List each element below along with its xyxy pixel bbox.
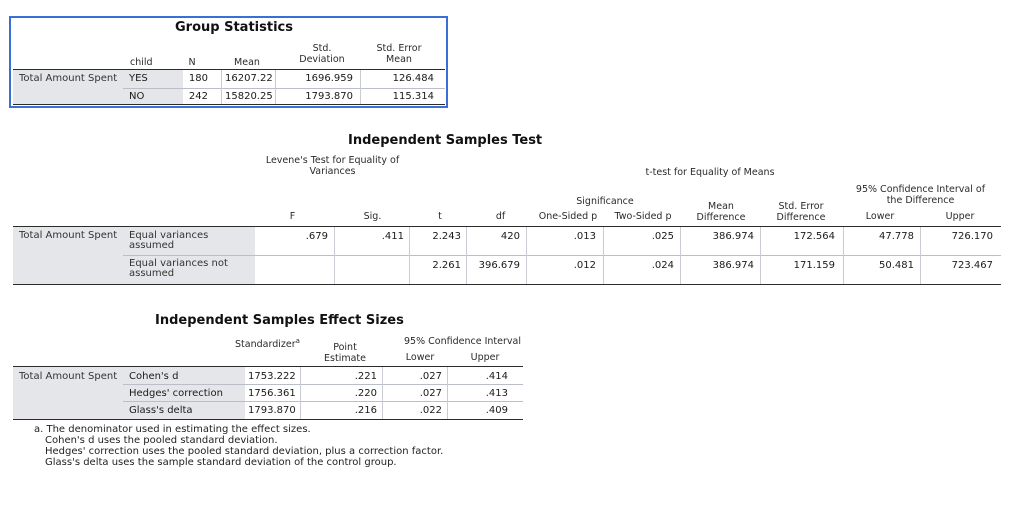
ist-col-lower: Lower	[865, 211, 895, 222]
ist-col-one-sided: One-Sided p	[538, 211, 598, 222]
es-header-standardizer: Standardizer$^a$	[235, 337, 300, 351]
es-header-upper: Upper	[470, 352, 500, 363]
ist-mean-diff-header: Mean Difference	[696, 201, 746, 223]
ist-col-f: F	[289, 211, 296, 222]
independent-samples-test-title: Independent Samples Test	[348, 133, 543, 148]
ist-col-df: df	[495, 211, 506, 222]
es-header-ci: 95% Confidence Interval	[404, 336, 521, 347]
gs-header-mean: Mean	[234, 57, 260, 68]
ist-col-t: t	[438, 211, 442, 222]
es-row-label: Total Amount Spent	[19, 371, 118, 382]
ist-levene-header: Levene's Test for Equality of Variances	[265, 155, 400, 177]
footnote-cohen: Cohen's d uses the pooled standard deviation.	[45, 435, 278, 446]
ist-ttest-header: t-test for Equality of Means	[645, 167, 775, 178]
footnote-glass: Glass's delta uses the sample standard deviation of the control group.	[45, 457, 397, 468]
ist-ci-header: 95% Confidence Interval of the Difference	[855, 184, 986, 206]
gs-header-child: child	[130, 57, 153, 68]
gs-header-n: N	[188, 57, 196, 68]
ist-se-diff-header: Std. Error Difference	[776, 201, 826, 223]
effect-sizes-title: Independent Samples Effect Sizes	[155, 313, 404, 328]
gs-header-std-err: Std. Error Mean	[376, 43, 422, 65]
footnote-a: a. The denominator used in estimating the effect sizes.	[34, 424, 311, 435]
ist-significance-header: Significance	[576, 196, 634, 207]
footnote-hedges: Hedges' correction uses the pooled standard deviation, plus a correction factor.	[45, 446, 444, 457]
ist-col-sig: Sig.	[363, 211, 382, 222]
ist-row-label: Total Amount Spent	[19, 230, 118, 241]
es-header-lower: Lower	[405, 352, 435, 363]
gs-header-std-dev: Std. Deviation	[299, 43, 345, 65]
group-statistics-title: Group Statistics	[175, 20, 293, 35]
gs-row-label: Total Amount Spent	[19, 73, 118, 84]
ist-col-upper: Upper	[945, 211, 975, 222]
es-header-point: Point Estimate	[324, 342, 366, 364]
ist-col-two-sided: Two-Sided p	[614, 211, 672, 222]
effect-sizes-footnotes	[34, 424, 443, 468]
